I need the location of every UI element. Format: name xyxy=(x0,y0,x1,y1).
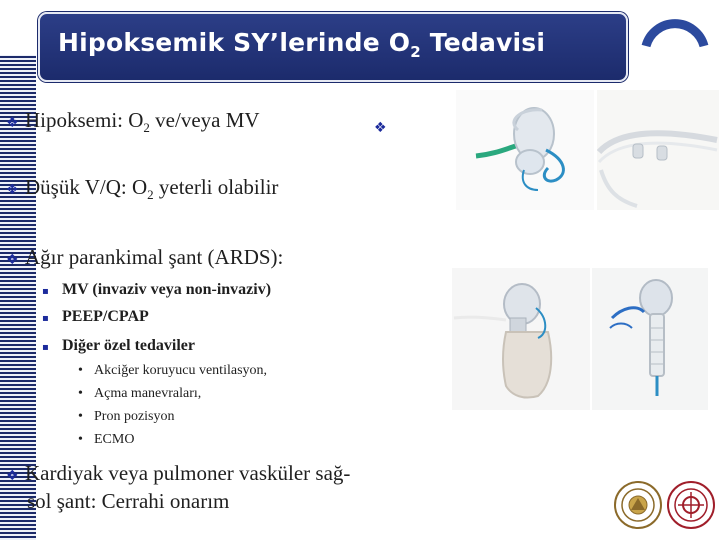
bullet-cardiac-shunt-line2: sol şant: Cerrahi onarım xyxy=(27,489,230,513)
bullet-cardiac-shunt: ❖ Kardiyak veya pulmoner vasküler sağ- xyxy=(6,461,351,485)
dot-bullet-icon: • xyxy=(78,432,83,447)
list-item: • Akciğer koruyucu ventilasyon, xyxy=(78,363,268,378)
list-item: • Pron pozisyon xyxy=(78,409,175,424)
list-item: ▪ MV (invaziv veya non-invaziv) xyxy=(42,281,272,298)
left-bar-top xyxy=(0,0,36,55)
square-bullet-icon: ▪ xyxy=(42,286,49,297)
diamond-bullet-icon: ❖ xyxy=(6,468,19,484)
diamond-bullet-icon: ❖ xyxy=(374,120,387,136)
left-stripe-bar xyxy=(0,0,36,540)
diamond-bullet-icon: ❖ xyxy=(6,115,19,131)
list-item: • ECMO xyxy=(78,432,135,447)
dot-bullet-icon: • xyxy=(78,386,83,401)
square-bullet-icon: ▪ xyxy=(42,313,49,324)
list-item: • Açma manevraları, xyxy=(78,386,202,401)
bullet-low-vq: ❖ Düşük V/Q: $O_2$ yeterli olabilir xyxy=(6,175,279,203)
bullet-severe-shunt: ❖ Ağır parankimal şant (ARDS): xyxy=(6,245,284,269)
diamond-bullet-icon: ❖ xyxy=(6,252,19,268)
nasal-cannula-photo xyxy=(597,90,719,210)
university-seal-logo xyxy=(613,480,663,530)
diamond-bullet-icon: ❖ xyxy=(6,182,19,198)
faculty-seal-logo xyxy=(666,480,716,530)
nebulizer-mask-photo xyxy=(592,268,708,410)
top-band xyxy=(36,0,720,10)
slide-title: Hipoksemik SY’lerinde $O_2$ Tedavisi xyxy=(58,28,546,61)
reservoir-mask-photo xyxy=(452,268,590,410)
list-item: ▪ Diğer özel tedaviler xyxy=(42,337,195,354)
dot-bullet-icon: • xyxy=(78,409,83,424)
dot-bullet-icon: • xyxy=(78,363,83,378)
square-bullet-icon: ▪ xyxy=(42,342,49,353)
decorative-arc-icon xyxy=(632,6,716,52)
bullet-hypoxemia: ❖ Hipoksemi: $O_2$ ve/veya MV xyxy=(6,108,260,136)
oxygen-mask-photo xyxy=(456,90,594,210)
list-item: ▪ PEEP/CPAP xyxy=(42,308,149,325)
